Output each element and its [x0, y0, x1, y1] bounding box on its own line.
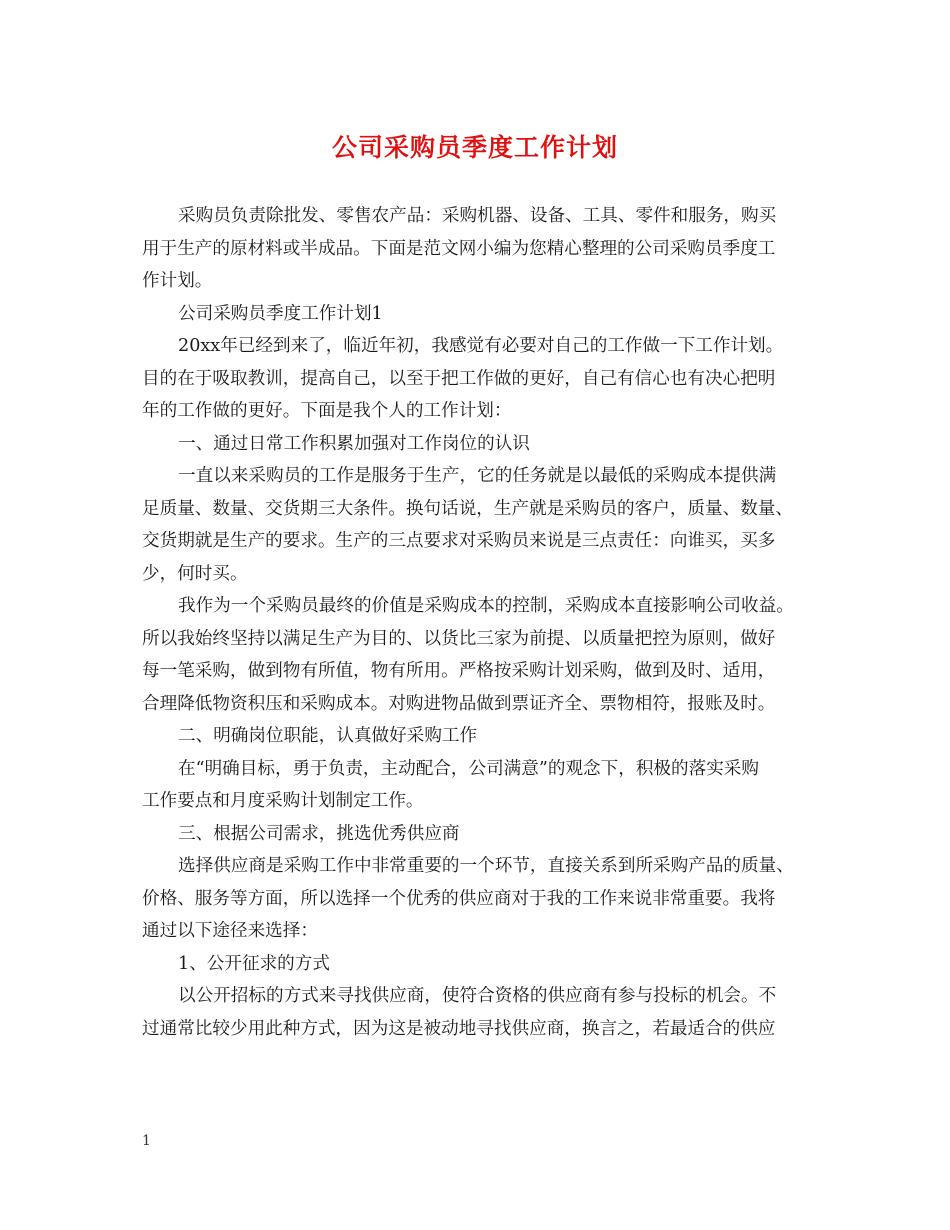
body-line: 少，何时买。: [142, 563, 248, 584]
body-line: 采购员负责除批发、零售农产品：采购机器、设备、工具、零件和服务，购买: [178, 206, 777, 226]
body-line: 三、根据公司需求，挑选优秀供应商: [178, 823, 460, 844]
body-line: 所以我始终坚持以满足生产为目的、以货比三家为前提、以质量把控为原则，做好: [142, 628, 776, 649]
body-line: 公司采购员季度工作计划1: [178, 303, 383, 324]
page-number: 1: [142, 1133, 151, 1149]
body-line: 用于生产的原材料或半成品。下面是范文网小编为您精心整理的公司采购员季度工: [142, 238, 776, 259]
body-line: 选择供应商是采购工作中非常重要的一个环节，直接关系到所采购产品的质量、: [178, 856, 794, 876]
body-line: 以公开招标的方式来寻找供应商，使符合资格的供应商有参与投标的机会。不: [178, 986, 777, 1006]
body-line: 目的在于吸取教训，提高自己，以至于把工作做的更好，自己有信心也有决心把明: [142, 368, 776, 389]
body-line: 足质量、数量、交货期三大条件。换句话说，生产就是采购员的客户，质量、数量、: [142, 498, 793, 519]
body-line: 一、通过日常工作积累加强对工作岗位的认识: [178, 433, 530, 454]
body-line: 20xx年已经到来了，临近年初，我感觉有必要对自己的工作做一下工作计划。: [178, 336, 784, 356]
body-line: 每一笔采购，做到物有所值，物有所用。严格按采购计划采购，做到及时、适用，: [142, 661, 776, 681]
body-line: 我作为一个采购员最终的价值是采购成本的控制，采购成本直接影响公司收益。: [178, 596, 794, 616]
body-line: 在“明确目标，勇于负责，主动配合，公司满意”的观念下，积极的落实采购: [178, 758, 759, 779]
body-line: 价格、服务等方面，所以选择一个优秀的供应商对于我的工作来说非常重要。我将: [142, 888, 776, 909]
body-line: 作计划。: [142, 271, 213, 291]
body-line: 一直以来采购员的工作是服务于生产，它的任务就是以最低的采购成本提供满: [178, 466, 777, 486]
document-body: [142, 200, 827, 1045]
body-line: 年的工作做的更好。下面是我个人的工作计划：: [142, 401, 512, 421]
body-line: 交货期就是生产的要求。生产的三点要求对采购员来说是三点责任：向谁买，买多: [142, 531, 776, 551]
body-line: 过通常比较少用此种方式，因为这是被动地寻找供应商，换言之，若最适合的供应: [142, 1018, 776, 1039]
body-line: 工作要点和月度采购计划制定工作。: [142, 791, 424, 811]
document-title: 公司采购员季度工作计划: [331, 133, 618, 162]
body-line: 1、公开征求的方式: [178, 953, 330, 974]
body-line: 二、明确岗位职能，认真做好采购工作: [178, 726, 478, 746]
body-line: 通过以下途径来选择：: [142, 921, 318, 941]
body-line: 合理降低物资积压和采购成本。对购进物品做到票证齐全、票物相符，报账及时。: [142, 693, 776, 714]
